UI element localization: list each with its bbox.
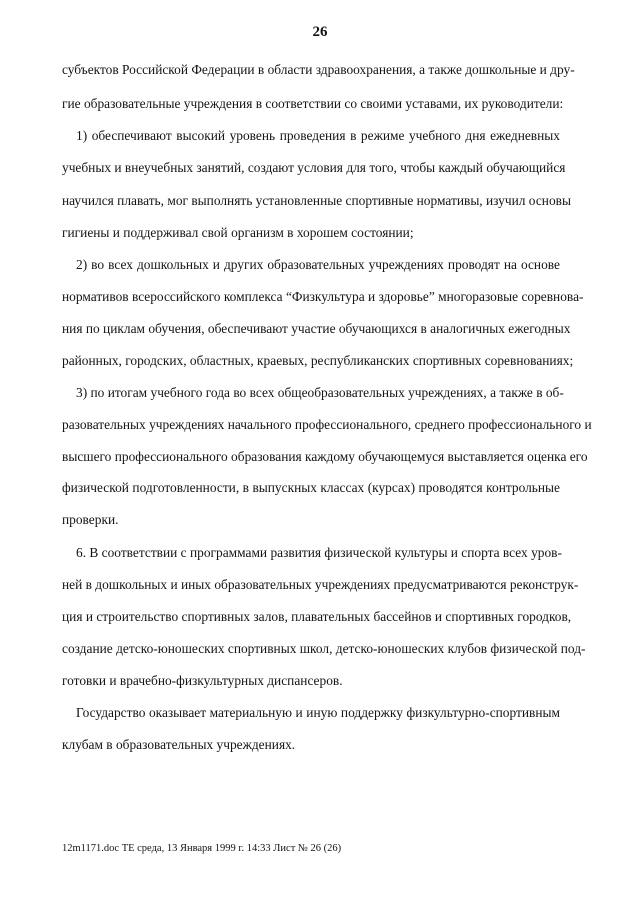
text-line: научился плавать, мог выполнять установленные спортивные нормативы, изучил основы xyxy=(62,193,571,208)
text-line: физической подготовленности, в выпускных классах (курсах) проводятся контрольные xyxy=(62,480,560,495)
text-line: готовки и врачебно-физкультурных диспансеров. xyxy=(62,673,343,688)
text-line: клубам в образовательных учреждениях. xyxy=(62,737,296,752)
text-line: создание детско-юношеских спортивных школ, детско-юношеских клубов физической под- xyxy=(62,641,586,656)
text-line: субъектов Российской Федерации в области здравоохранения, а также дошкольные и дру- xyxy=(62,62,575,77)
text-line: ния по циклам обучения, обеспечивают участие обучающихся в аналогичных ежегодных xyxy=(62,321,571,336)
text-line: Государство оказывает материальную и иную поддержку физкультурно-спортивным xyxy=(76,705,560,720)
text-line: ней в дошкольных и иных образовательных учреждениях предусматриваются реконструк- xyxy=(62,577,579,592)
text-line: районных, городских, областных, краевых, республиканских спортивных соревнованиях; xyxy=(62,353,574,368)
document-footer: 12m1171.doc ТЕ среда, 13 Января 1999 г. 14:33 Лист № 26 (26) xyxy=(62,843,342,854)
text-line: 1) обеспечивают высокий уровень проведения в режиме учебного дня ежедневных xyxy=(76,128,560,143)
text-line: 6. В соответствии с программами развития физической культуры и спорта всех уров- xyxy=(76,545,562,560)
text-line: проверки. xyxy=(62,512,119,527)
text-line: разовательных учреждениях начального профессионального, среднего профессионального и xyxy=(62,417,592,432)
text-line: 3) по итогам учебного года во всех общеобразовательных учреждениях, а также в об- xyxy=(76,385,564,400)
text-line: гигиены и поддерживал свой организм в хорошем состоянии; xyxy=(62,225,414,240)
text-line: высшего профессионального образования каждому обучающемуся выставляется оценка его xyxy=(62,449,588,464)
page-number: 26 xyxy=(312,24,328,40)
text-line: учебных и внеучебных занятий, создают условия для того, чтобы каждый обучающийся xyxy=(62,160,566,175)
text-line: 2) во всех дошкольных и других образовательных учреждениях проводят на основе xyxy=(76,257,560,272)
text-line: гие образовательные учреждения в соответствии со своими уставами, их руководители: xyxy=(62,96,564,111)
text-line: нормативов всероссийского комплекса “Физкультура и здоровье” многоразовые соревнова- xyxy=(62,289,584,304)
text-line: ция и строительство спортивных залов, плавательных бассейнов и спортивных городков, xyxy=(62,609,572,624)
